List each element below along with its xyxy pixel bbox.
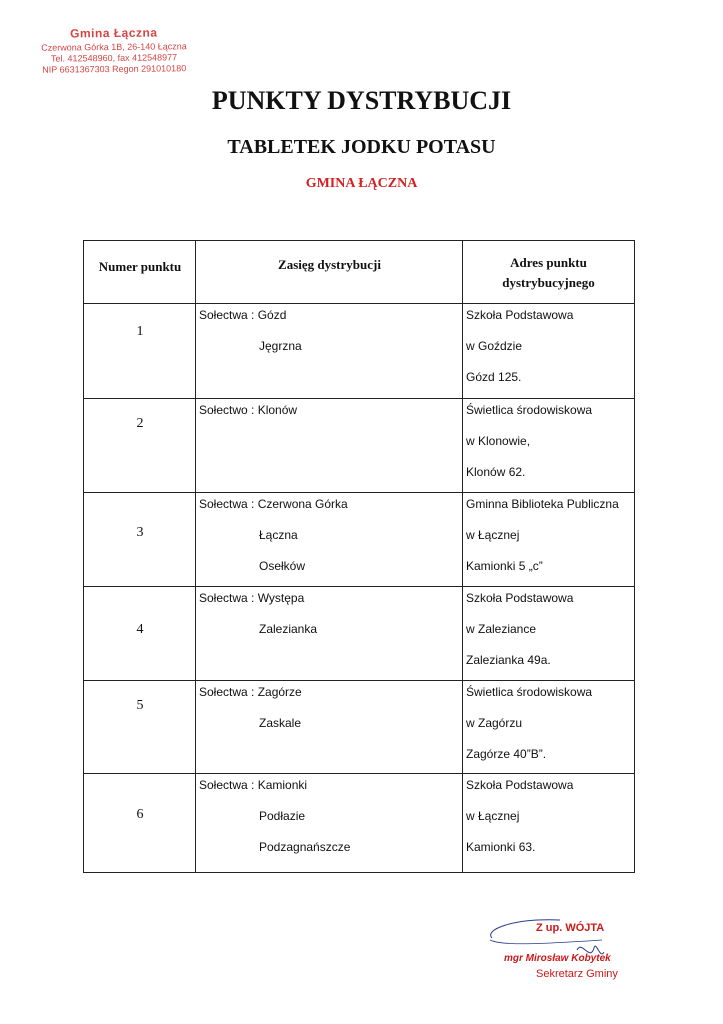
range-line: Sołectwa : Czerwona Górka	[199, 497, 348, 511]
range-line: Sołectwo : Klonów	[199, 403, 298, 417]
range-line: Sołectwa : Występa	[199, 591, 305, 605]
table-row	[84, 399, 634, 493]
distribution-points-table	[83, 240, 635, 873]
point-number: 4	[136, 622, 144, 637]
header-address-line1: Adres punktu	[510, 255, 587, 270]
table-row	[84, 774, 634, 872]
address-line: Zalezianka 49a.	[466, 653, 551, 667]
range-line: Podzagnańszcze	[259, 840, 351, 854]
range-line: Sołectwa : Zagórze	[199, 685, 302, 699]
address-line: Świetlica środowiskowa	[466, 685, 593, 699]
address-line: w Zagórzu	[466, 716, 523, 730]
stamp-name: Gmina Łączna	[70, 25, 158, 41]
table-row	[84, 587, 634, 681]
address-line: Świetlica środowiskowa	[466, 403, 593, 417]
address-line: Klonów 62.	[466, 465, 526, 479]
municipality-stamp	[34, 25, 195, 76]
range-line: Podłazie	[259, 809, 306, 823]
address-line: w Zaleziance	[466, 622, 537, 636]
document-title: PUNKTY DYSTRYBUCJI	[211, 86, 512, 115]
address-line: Zagórze 40”B”.	[466, 747, 547, 761]
point-number: 2	[136, 416, 144, 431]
point-number: 1	[136, 324, 144, 339]
header-range: Zasięg dystrybucji	[278, 257, 381, 272]
stamp-phone: Tel. 412548960, fax 412548977	[50, 52, 178, 64]
stamp-address: Czerwona Górka 1B, 26-140 Łączna	[41, 41, 187, 53]
table-row	[84, 304, 634, 399]
stamp-ids: NIP 6631367303 Regon 291010180	[42, 63, 187, 75]
range-line: Łączna	[259, 528, 298, 542]
range-line: Sołectwa : Kamionki	[199, 778, 308, 792]
range-line: Sołectwa : Gózd	[199, 308, 287, 322]
signature-name: mgr Mirosław Kobytek	[504, 953, 611, 964]
address-line: Kamionki 63.	[466, 840, 536, 854]
address-line: Szkoła Podstawowa	[466, 778, 574, 792]
range-line: Zalezianka	[259, 622, 318, 636]
range-line: Zaskale	[259, 716, 302, 730]
table-row	[84, 493, 634, 587]
address-line: Kamionki 5 „c”	[466, 559, 543, 573]
header-address-line2: dystrybucyjnego	[502, 275, 595, 290]
address-line: w Łącznej	[466, 809, 520, 823]
range-line: Osełków	[259, 559, 306, 573]
point-number: 3	[136, 525, 144, 540]
document-subtitle: TABLETEK JODKU POTASU	[227, 136, 496, 158]
address-line: w Klonowie,	[466, 434, 531, 448]
table-header-row	[84, 241, 634, 304]
municipality-heading: GMINA ŁĄCZNA	[305, 176, 418, 191]
signature-role: Sekretarz Gminy	[536, 968, 618, 980]
address-line: Gminna Biblioteka Publiczna	[466, 497, 619, 511]
signature-stamp	[482, 910, 642, 990]
address-line: Szkoła Podstawowa	[466, 308, 574, 322]
point-number: 6	[136, 807, 144, 822]
header-address	[463, 253, 634, 293]
signature-authority: Z up. WÓJTA	[536, 922, 605, 934]
address-line: w Goździe	[466, 339, 523, 353]
address-line: Gózd 125.	[466, 370, 522, 384]
address-line: w Łącznej	[466, 528, 520, 542]
point-number: 5	[136, 698, 144, 713]
address-line: Szkoła Podstawowa	[466, 591, 574, 605]
range-line: Jęgrzna	[259, 339, 302, 353]
header-number: Numer punktu	[98, 259, 182, 274]
table-row	[84, 681, 634, 774]
